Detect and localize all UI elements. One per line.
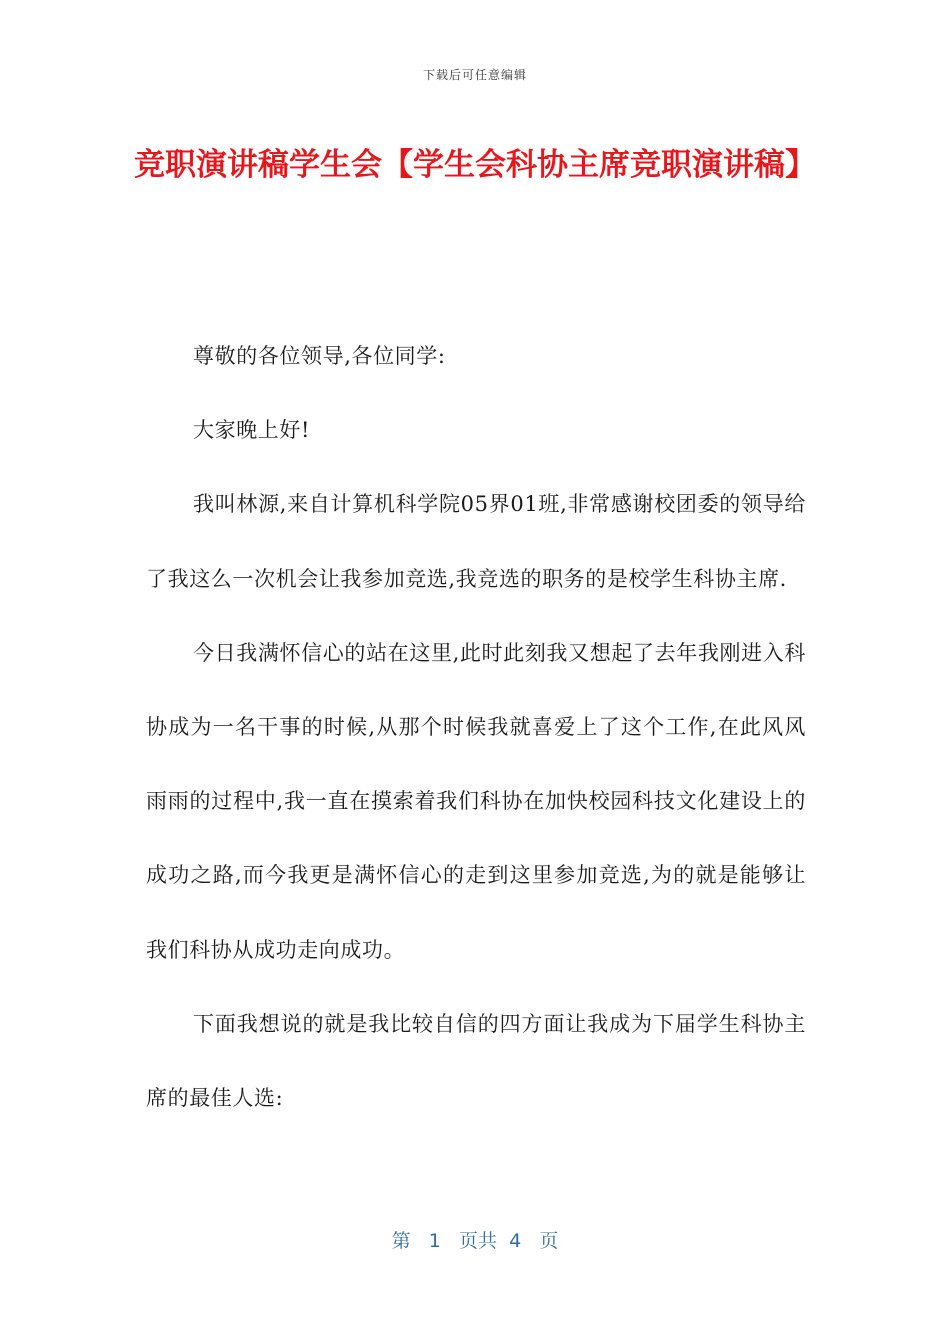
footer-prefix: 第 <box>391 1230 411 1252</box>
document-title: 竞职演讲稿学生会【学生会科协主席竞职演讲稿】 <box>134 147 816 183</box>
header-note: 下载后可任意编辑 <box>422 68 527 82</box>
paragraph-greeting: 大家晚上好! <box>193 418 311 443</box>
footer-current-page: 1 <box>428 1230 441 1252</box>
footer-suffix: 页 <box>539 1230 559 1252</box>
paragraph-experience: 今日我满怀信心的站在这里,此时此刻我又想起了去年我刚进入科协成为一名干事的时候,从那个时候我就喜爱上了这个工作,在此风风雨雨的过程中,我一直在摸索着我们科协在加快校园科技文化建设上的成功之路,而今我更是满怀信心的走到这里参加竞选,为的就是能够让我们科协从成功走向成功。 <box>146 640 806 962</box>
footer-total-pages: 4 <box>509 1230 522 1252</box>
footer-middle: 页共 <box>459 1230 498 1252</box>
paragraph-salutation: 尊敬的各位领导,各位同学: <box>193 344 446 368</box>
paragraph-introduction: 我叫林源,来自计算机科学院05界01班,非常感谢校团委的领导给了我这么一次机会让我参加竞选,我竞选的职务的是校学生科协主席. <box>146 492 806 591</box>
paragraph-transition: 下面我想说的就是我比较自信的四方面让我成为下届学生科协主席的最佳人选: <box>146 1011 806 1111</box>
page-number-footer <box>0 1226 950 1253</box>
document-body <box>146 319 806 1135</box>
